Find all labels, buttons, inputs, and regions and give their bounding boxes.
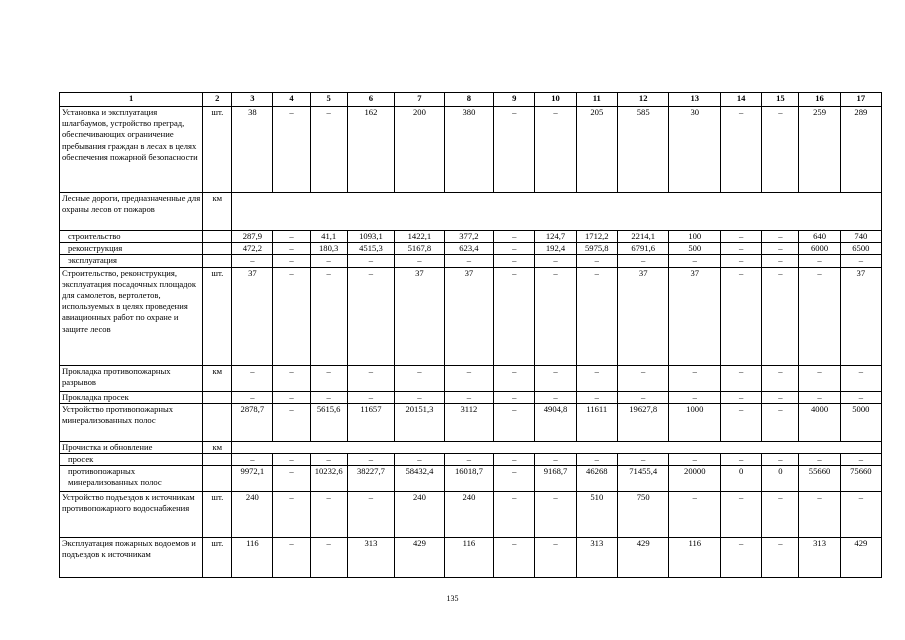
value-cell: – (669, 255, 721, 267)
value-cell: 429 (840, 538, 881, 578)
value-cell: 623,4 (444, 243, 494, 255)
header-cell: 14 (721, 93, 762, 107)
value-cell: – (721, 454, 762, 466)
value-cell: – (721, 391, 762, 403)
value-cell: – (494, 492, 535, 538)
value-cell: 313 (576, 538, 617, 578)
value-cell: – (762, 107, 799, 193)
value-cell: 1712,2 (576, 231, 617, 243)
value-cell: – (273, 391, 310, 403)
value-cell: 313 (347, 538, 394, 578)
value-cell: 11657 (347, 403, 394, 441)
row-label: просек (60, 454, 203, 466)
value-cell: – (273, 492, 310, 538)
value-cell: – (444, 391, 494, 403)
value-cell: – (535, 267, 576, 365)
value-cell: 37 (232, 267, 273, 365)
header-cell: 11 (576, 93, 617, 107)
header-cell: 13 (669, 93, 721, 107)
value-cell: 3112 (444, 403, 494, 441)
value-cell: 11611 (576, 403, 617, 441)
value-cell: 640 (799, 231, 840, 243)
row-label: эксплуатация (60, 255, 203, 267)
table-row (60, 243, 882, 255)
value-cell: – (494, 538, 535, 578)
value-cell: – (799, 492, 840, 538)
value-cell: 37 (395, 267, 445, 365)
value-cell: – (721, 403, 762, 441)
row-unit (203, 231, 232, 243)
row-label: Строительство, реконструкция, эксплуатация посадочных площадок для самолетов, вертолетов, используемых в целях проведения авиационных работ по охране и защите лесов (60, 267, 203, 365)
value-cell: 1093,1 (347, 231, 394, 243)
table-row (60, 255, 882, 267)
value-cell: – (310, 538, 347, 578)
value-cell: – (395, 365, 445, 391)
value-cell: 205 (576, 107, 617, 193)
value-cell: 750 (617, 492, 669, 538)
header-cell: 9 (494, 93, 535, 107)
header-cell: 3 (232, 93, 273, 107)
value-cell: – (310, 267, 347, 365)
value-cell: – (347, 267, 394, 365)
value-cell: 2878,7 (232, 403, 273, 441)
value-cell: – (762, 365, 799, 391)
row-label: Устройство подъездов к источникам противопожарного водоснабжения (60, 492, 203, 538)
value-cell: 500 (669, 243, 721, 255)
value-cell: 9972,1 (232, 466, 273, 492)
value-cell: 240 (232, 492, 273, 538)
header-cell: 7 (395, 93, 445, 107)
value-cell: – (535, 255, 576, 267)
value-cell: – (576, 454, 617, 466)
value-cell: 585 (617, 107, 669, 193)
value-cell: – (494, 255, 535, 267)
value-cell: 240 (444, 492, 494, 538)
value-cell: – (799, 454, 840, 466)
value-cell: – (535, 454, 576, 466)
value-cell: – (799, 267, 840, 365)
value-cell: – (273, 365, 310, 391)
empty-span-cell (232, 441, 882, 453)
value-cell: – (273, 538, 310, 578)
row-unit: км (203, 193, 232, 231)
value-cell: – (762, 538, 799, 578)
value-cell: 180,3 (310, 243, 347, 255)
value-cell: 6500 (840, 243, 881, 255)
value-cell: 289 (840, 107, 881, 193)
value-cell: – (273, 255, 310, 267)
value-cell: 380 (444, 107, 494, 193)
value-cell: – (310, 255, 347, 267)
value-cell: – (494, 231, 535, 243)
value-cell: – (721, 243, 762, 255)
value-cell: – (494, 243, 535, 255)
value-cell: – (840, 255, 881, 267)
value-cell: – (310, 391, 347, 403)
value-cell: – (669, 391, 721, 403)
row-unit (203, 403, 232, 441)
row-unit: шт. (203, 492, 232, 538)
value-cell: 5615,6 (310, 403, 347, 441)
header-cell: 17 (840, 93, 881, 107)
header-cell: 8 (444, 93, 494, 107)
table-row (60, 403, 882, 441)
value-cell: 71455,4 (617, 466, 669, 492)
value-cell: – (576, 391, 617, 403)
header-cell: 4 (273, 93, 310, 107)
value-cell: – (347, 391, 394, 403)
empty-span-cell (232, 193, 882, 231)
row-unit: шт. (203, 107, 232, 193)
value-cell: 38227,7 (347, 466, 394, 492)
table-row (60, 365, 882, 391)
value-cell: 75660 (840, 466, 881, 492)
header-cell: 12 (617, 93, 669, 107)
header-cell: 1 (60, 93, 203, 107)
row-label: Прокладка противопожарных разрывов (60, 365, 203, 391)
value-cell: – (310, 107, 347, 193)
table-row (60, 391, 882, 403)
header-cell: 16 (799, 93, 840, 107)
value-cell: 5167,8 (395, 243, 445, 255)
value-cell: – (576, 365, 617, 391)
value-cell: – (395, 255, 445, 267)
header-cell: 6 (347, 93, 394, 107)
table-row (60, 267, 882, 365)
row-label: Прочистка и обновление (60, 441, 203, 453)
value-cell: 6000 (799, 243, 840, 255)
value-cell: 30 (669, 107, 721, 193)
row-unit: км (203, 441, 232, 453)
value-cell: – (273, 107, 310, 193)
header-cell: 5 (310, 93, 347, 107)
value-cell: 429 (395, 538, 445, 578)
row-label: реконструкция (60, 243, 203, 255)
value-cell: – (444, 255, 494, 267)
value-cell: 240 (395, 492, 445, 538)
header-cell: 15 (762, 93, 799, 107)
value-cell: – (669, 492, 721, 538)
value-cell: – (494, 454, 535, 466)
value-cell: – (840, 492, 881, 538)
table-row (60, 538, 882, 578)
value-cell: 1422,1 (395, 231, 445, 243)
value-cell: – (721, 365, 762, 391)
value-cell: – (494, 267, 535, 365)
value-cell: – (347, 255, 394, 267)
value-cell: – (347, 365, 394, 391)
value-cell: – (273, 403, 310, 441)
value-cell: – (762, 267, 799, 365)
value-cell: 37 (669, 267, 721, 365)
value-cell: – (395, 391, 445, 403)
value-cell: – (799, 365, 840, 391)
value-cell: 6791,6 (617, 243, 669, 255)
data-table (59, 92, 882, 578)
row-label: Эксплуатация пожарных водоемов и подъездов к источникам (60, 538, 203, 578)
value-cell: – (535, 365, 576, 391)
value-cell: – (762, 231, 799, 243)
value-cell: – (669, 454, 721, 466)
row-unit (203, 391, 232, 403)
row-label: Установка и эксплуатация шлагбаумов, устройство преград, обеспечивающих ограничение пребывания граждан в лесах в целях обеспечения пожарной безопасности (60, 107, 203, 193)
table-row (60, 107, 882, 193)
value-cell: – (347, 454, 394, 466)
value-cell: 37 (444, 267, 494, 365)
value-cell: – (840, 365, 881, 391)
value-cell: – (232, 391, 273, 403)
value-cell: 38 (232, 107, 273, 193)
value-cell: – (762, 255, 799, 267)
row-label: Лесные дороги, предназначенные для охраны лесов от пожаров (60, 193, 203, 231)
value-cell: – (535, 391, 576, 403)
value-cell: – (494, 403, 535, 441)
value-cell: – (799, 391, 840, 403)
table-body (60, 107, 882, 578)
row-unit: км (203, 365, 232, 391)
value-cell: 259 (799, 107, 840, 193)
row-label: Устройство противопожарных минерализованных полос (60, 403, 203, 441)
value-cell: 4515,3 (347, 243, 394, 255)
value-cell: 10232,6 (310, 466, 347, 492)
value-cell: – (310, 365, 347, 391)
value-cell: 313 (799, 538, 840, 578)
value-cell: – (840, 454, 881, 466)
value-cell: 41,1 (310, 231, 347, 243)
value-cell: 287,9 (232, 231, 273, 243)
value-cell: 192,4 (535, 243, 576, 255)
table-row (60, 492, 882, 538)
value-cell: 16018,7 (444, 466, 494, 492)
page-number: 135 (446, 594, 459, 603)
table-row (60, 231, 882, 243)
value-cell: 4000 (799, 403, 840, 441)
row-label: строительство (60, 231, 203, 243)
value-cell: – (273, 466, 310, 492)
value-cell: – (395, 454, 445, 466)
value-cell: 116 (444, 538, 494, 578)
value-cell: – (721, 538, 762, 578)
value-cell: – (762, 243, 799, 255)
row-unit (203, 255, 232, 267)
value-cell: 1000 (669, 403, 721, 441)
value-cell: – (576, 267, 617, 365)
value-cell: 5000 (840, 403, 881, 441)
row-unit (203, 454, 232, 466)
value-cell: – (535, 107, 576, 193)
value-cell: 377,2 (444, 231, 494, 243)
value-cell: – (232, 365, 273, 391)
value-cell: 472,2 (232, 243, 273, 255)
header-cell: 10 (535, 93, 576, 107)
value-cell: 46268 (576, 466, 617, 492)
value-cell: – (494, 391, 535, 403)
value-cell: – (721, 255, 762, 267)
value-cell: – (347, 492, 394, 538)
value-cell: 19627,8 (617, 403, 669, 441)
value-cell: – (494, 466, 535, 492)
value-cell: – (310, 454, 347, 466)
value-cell: – (617, 255, 669, 267)
value-cell: – (444, 365, 494, 391)
value-cell: – (273, 267, 310, 365)
value-cell: 58432,4 (395, 466, 445, 492)
value-cell: – (273, 454, 310, 466)
value-cell: 116 (232, 538, 273, 578)
value-cell: – (535, 538, 576, 578)
value-cell: – (762, 492, 799, 538)
value-cell: – (799, 255, 840, 267)
value-cell: 0 (721, 466, 762, 492)
value-cell: 20151,3 (395, 403, 445, 441)
value-cell: 200 (395, 107, 445, 193)
value-cell: 124,7 (535, 231, 576, 243)
value-cell: – (273, 243, 310, 255)
table-row (60, 441, 882, 453)
row-unit: шт. (203, 538, 232, 578)
value-cell: – (721, 107, 762, 193)
value-cell: 9168,7 (535, 466, 576, 492)
value-cell: 37 (617, 267, 669, 365)
row-unit (203, 466, 232, 492)
value-cell: 37 (840, 267, 881, 365)
value-cell: 4904,8 (535, 403, 576, 441)
value-cell: 20000 (669, 466, 721, 492)
value-cell: – (840, 391, 881, 403)
row-unit: шт. (203, 267, 232, 365)
table-row (60, 193, 882, 231)
value-cell: 0 (762, 466, 799, 492)
table-row (60, 454, 882, 466)
value-cell: – (494, 365, 535, 391)
value-cell: 116 (669, 538, 721, 578)
value-cell: – (617, 365, 669, 391)
value-cell: 162 (347, 107, 394, 193)
value-cell: – (721, 492, 762, 538)
value-cell: – (617, 454, 669, 466)
value-cell: 5975,8 (576, 243, 617, 255)
value-cell: – (762, 391, 799, 403)
value-cell: – (762, 454, 799, 466)
value-cell: 429 (617, 538, 669, 578)
value-cell: 2214,1 (617, 231, 669, 243)
value-cell: – (444, 454, 494, 466)
table-row (60, 466, 882, 492)
value-cell: – (669, 365, 721, 391)
value-cell: 100 (669, 231, 721, 243)
value-cell: – (721, 231, 762, 243)
value-cell: – (232, 255, 273, 267)
value-cell: – (273, 231, 310, 243)
row-label: Прокладка просек (60, 391, 203, 403)
value-cell: – (232, 454, 273, 466)
value-cell: – (494, 107, 535, 193)
value-cell: 55660 (799, 466, 840, 492)
value-cell: – (535, 492, 576, 538)
value-cell: – (721, 267, 762, 365)
value-cell: 510 (576, 492, 617, 538)
row-unit (203, 243, 232, 255)
value-cell: – (310, 492, 347, 538)
value-cell: – (762, 403, 799, 441)
header-cell: 2 (203, 93, 232, 107)
value-cell: – (617, 391, 669, 403)
header-row (60, 93, 882, 107)
row-label: противопожарных минерализованных полос (60, 466, 203, 492)
value-cell: 740 (840, 231, 881, 243)
value-cell: – (576, 255, 617, 267)
